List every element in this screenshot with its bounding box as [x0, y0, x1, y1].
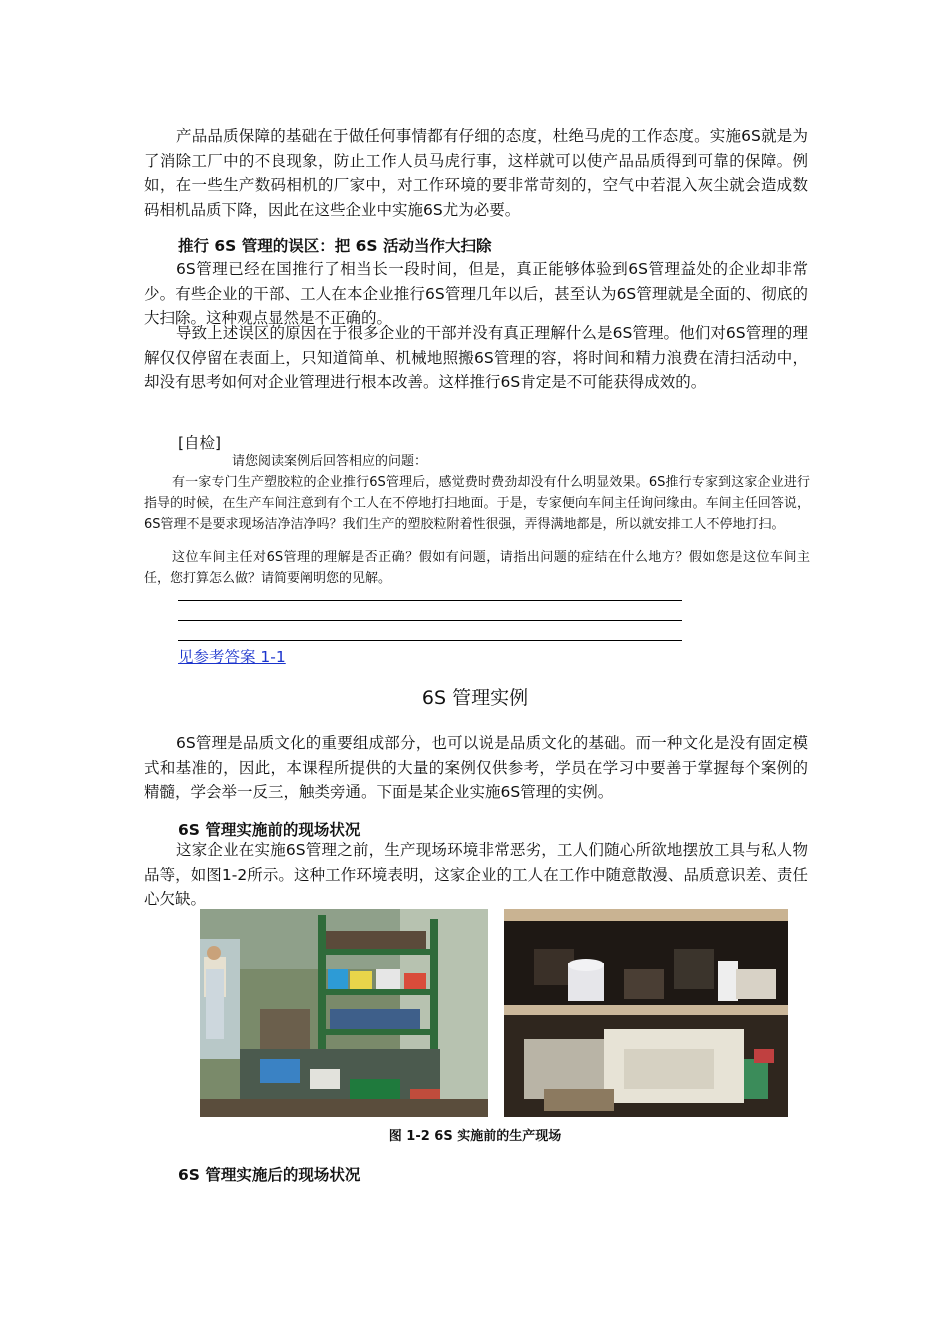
before-heading: 6S 管理实施前的现场状况	[178, 821, 361, 839]
self-check-question: 这位车间主任对6S管理的理解是否正确？假如有问题，请指出问题的症结在什么地方？假如您是这位车间主任，您打算怎么做？请简要阐明您的见解。	[144, 550, 810, 586]
workshop-clutter-photo	[200, 909, 488, 1117]
misconception-paragraph-1: 6S管理已经在国推行了相当长一段时间，但是，真正能够体验到6S管理益处的企业却非常少。有些企业的干部、工人在本企业推行6S管理几年以后，甚至认为6S管理就是全面的、彻底的大扫除。这种观点显然是不正确的。	[144, 260, 808, 327]
figure-caption: 图 1-2 6S 实施前的生产现场	[388, 1129, 562, 1144]
answer-line-1	[178, 600, 682, 601]
section-title: 6S 管理实例	[421, 687, 529, 709]
cabinet-clutter-photo	[504, 909, 788, 1117]
after-heading: 6S 管理实施后的现场状况	[178, 1166, 361, 1184]
reference-answer-link[interactable]: 见参考答案 1-1	[178, 648, 286, 666]
answer-line-2	[178, 620, 682, 621]
misconception-heading: 推行 6S 管理的误区：把 6S 活动当作大扫除	[178, 237, 492, 255]
self-check-label: [自检]	[178, 434, 222, 452]
misconception-paragraph-2: 导致上述误区的原因在于很多企业的干部并没有真正理解什么是6S管理。他们对6S管理的理解仅仅停留在表面上，只知道简单、机械地照搬6S管理的容，将时间和精力浪费在清扫活动中，却没有思考如何对企业管理进行根本改善。这样推行6S肯定是不可能获得成效的。	[144, 324, 808, 391]
examples-intro-paragraph: 6S管理是品质文化的重要组成部分，也可以说是品质文化的基础。而一种文化是没有固定模式和基准的，因此，本课程所提供的大量的案例仅供参考，学员在学习中要善于掌握每个案例的精髓，学会举一反三，触类旁通。下面是某企业实施6S管理的实例。	[144, 734, 808, 801]
self-check-prompt: 请您阅读案例后回答相应的问题：	[232, 454, 428, 469]
before-paragraph: 这家企业在实施6S管理之前，生产现场环境非常恶劣，工人们随心所欲地摆放工具与私人物品等，如图1-2所示。这种工作环境表明，这家企业的工人在工作中随意散漫、品质意识差、责任心欠缺。	[144, 841, 808, 908]
intro-paragraph: 产品品质保障的基础在于做任何事情都有仔细的态度，杜绝马虎的工作态度。实施6S就是为了消除工厂中的不良现象，防止工作人员马虎行事，这样就可以使产品品质得到可靠的保障。例如，在一些生产数码相机的厂家中，对工作环境的要非常苛刻的，空气中若混入灰尘就会造成数码相机品质下降，因此在这些企业中实施6S尤为必要。	[144, 127, 808, 219]
self-check-case: 有一家专门生产塑胶粒的企业推行6S管理后，感觉费时费劲却没有什么明显效果。6S推行专家到这家企业进行指导的时候，在生产车间注意到有个工人在不停地打扫地面。于是，专家便向车间主任询问缘由。车间主任回答说，6S管理不是要求现场洁净洁净吗？我们生产的塑胶粒附着性很强，弄得满地都是，所以就安排工人不停地打扫。	[144, 475, 810, 532]
answer-line-3	[178, 640, 682, 641]
